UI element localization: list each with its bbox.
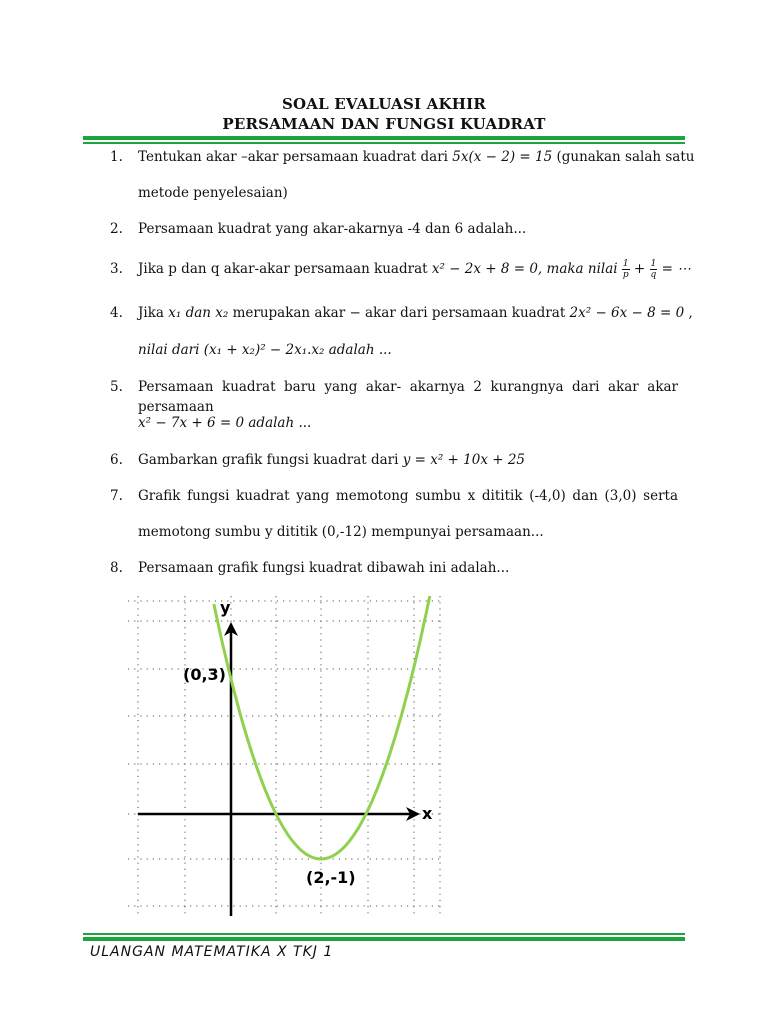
question-text: Persamaan kuadrat yang akar-akarnya -4 dan 6 adalah... [138, 221, 527, 237]
fraction-1-over-p: $\frac{1}{\text{𝑝}}$ [622, 259, 629, 280]
question-text: Tentukan akar –akar persamaan kuadrat dari 5𝑥(𝑥 − 2) = 15 (gunakan salah satu [138, 149, 695, 165]
question-number: 7. [110, 488, 123, 504]
question-number: 6. [110, 452, 123, 468]
y-intercept-label: (0,3) [183, 665, 226, 684]
question-7-continuation: memotong sumbu y dititik (0,-12) mempunyai persamaan... [138, 524, 544, 540]
parabola-curve [214, 596, 434, 859]
header-rule-thin [83, 142, 685, 144]
question-number: 8. [110, 560, 123, 576]
page-title-line2: PERSAMAAN DAN FUNGSI KUADRAT [222, 115, 546, 133]
fraction-1-over-q: $\frac{1}{\text{𝑞}}$ [650, 259, 657, 280]
question-text: Persamaan kuadrat baru yang akar- akarnya 2 kurangnya dari akar akar persamaan [138, 379, 678, 415]
dotted-grid [128, 596, 443, 916]
question-4-continuation: 𝑛𝑖𝑙𝑎𝑖 𝑑𝑎𝑟𝑖 (𝑥₁ + 𝑥₂)² − 2𝑥₁.𝑥₂ 𝑎𝑑𝑎𝑙𝑎ℎ ... [138, 342, 392, 358]
question-number: 4. [110, 305, 123, 321]
question-number: 3. [110, 261, 123, 277]
x-axis-label: x [422, 804, 433, 823]
question-5-continuation: 𝑥² − 7𝑥 + 6 = 0 𝑎𝑑𝑎𝑙𝑎ℎ ... [138, 415, 312, 431]
question-text: Persamaan grafik fungsi kuadrat dibawah ini adalah... [138, 560, 510, 576]
footer-rule-thick [83, 937, 685, 941]
page-title-line1: SOAL EVALUASI AKHIR [281, 95, 487, 113]
question-text: Jika p dan q akar-akar persamaan kuadrat 𝑥² − 2𝑥 + 8 = 0, 𝑚𝑎𝑘𝑎 𝑛𝑖𝑙𝑎𝑖 $\frac{1}{\text{𝑝}}$ + $\frac{1}{\text{𝑞}}$ = ⋯ [138, 259, 691, 280]
question-number: 5. [110, 379, 123, 395]
question-number: 2. [110, 221, 123, 237]
question-text: Jika 𝑥₁ 𝑑𝑎𝑛 𝑥₂ merupakan akar − akar dari persamaan kuadrat 2𝑥² − 6𝑥 − 8 = 0 , [138, 305, 693, 321]
question-number: 1. [110, 149, 123, 165]
header-rule-thick [83, 136, 685, 140]
question-text: Gambarkan grafik fungsi kuadrat dari 𝑦 = 𝑥² + 10𝑥 + 25 [138, 452, 526, 468]
question-text: Grafik fungsi kuadrat yang memotong sumbu x dititik (-4,0) dan (3,0) serta [138, 488, 678, 504]
question-1-continuation: metode penyelesaian) [138, 185, 288, 201]
footer-rule-thin [83, 933, 685, 935]
footer-text: ULANGAN MATEMATIKA X TKJ 1 [90, 944, 334, 960]
y-axis-label: y [220, 598, 231, 617]
parabola-graph [128, 596, 448, 921]
vertex-label: (2,-1) [306, 868, 356, 887]
